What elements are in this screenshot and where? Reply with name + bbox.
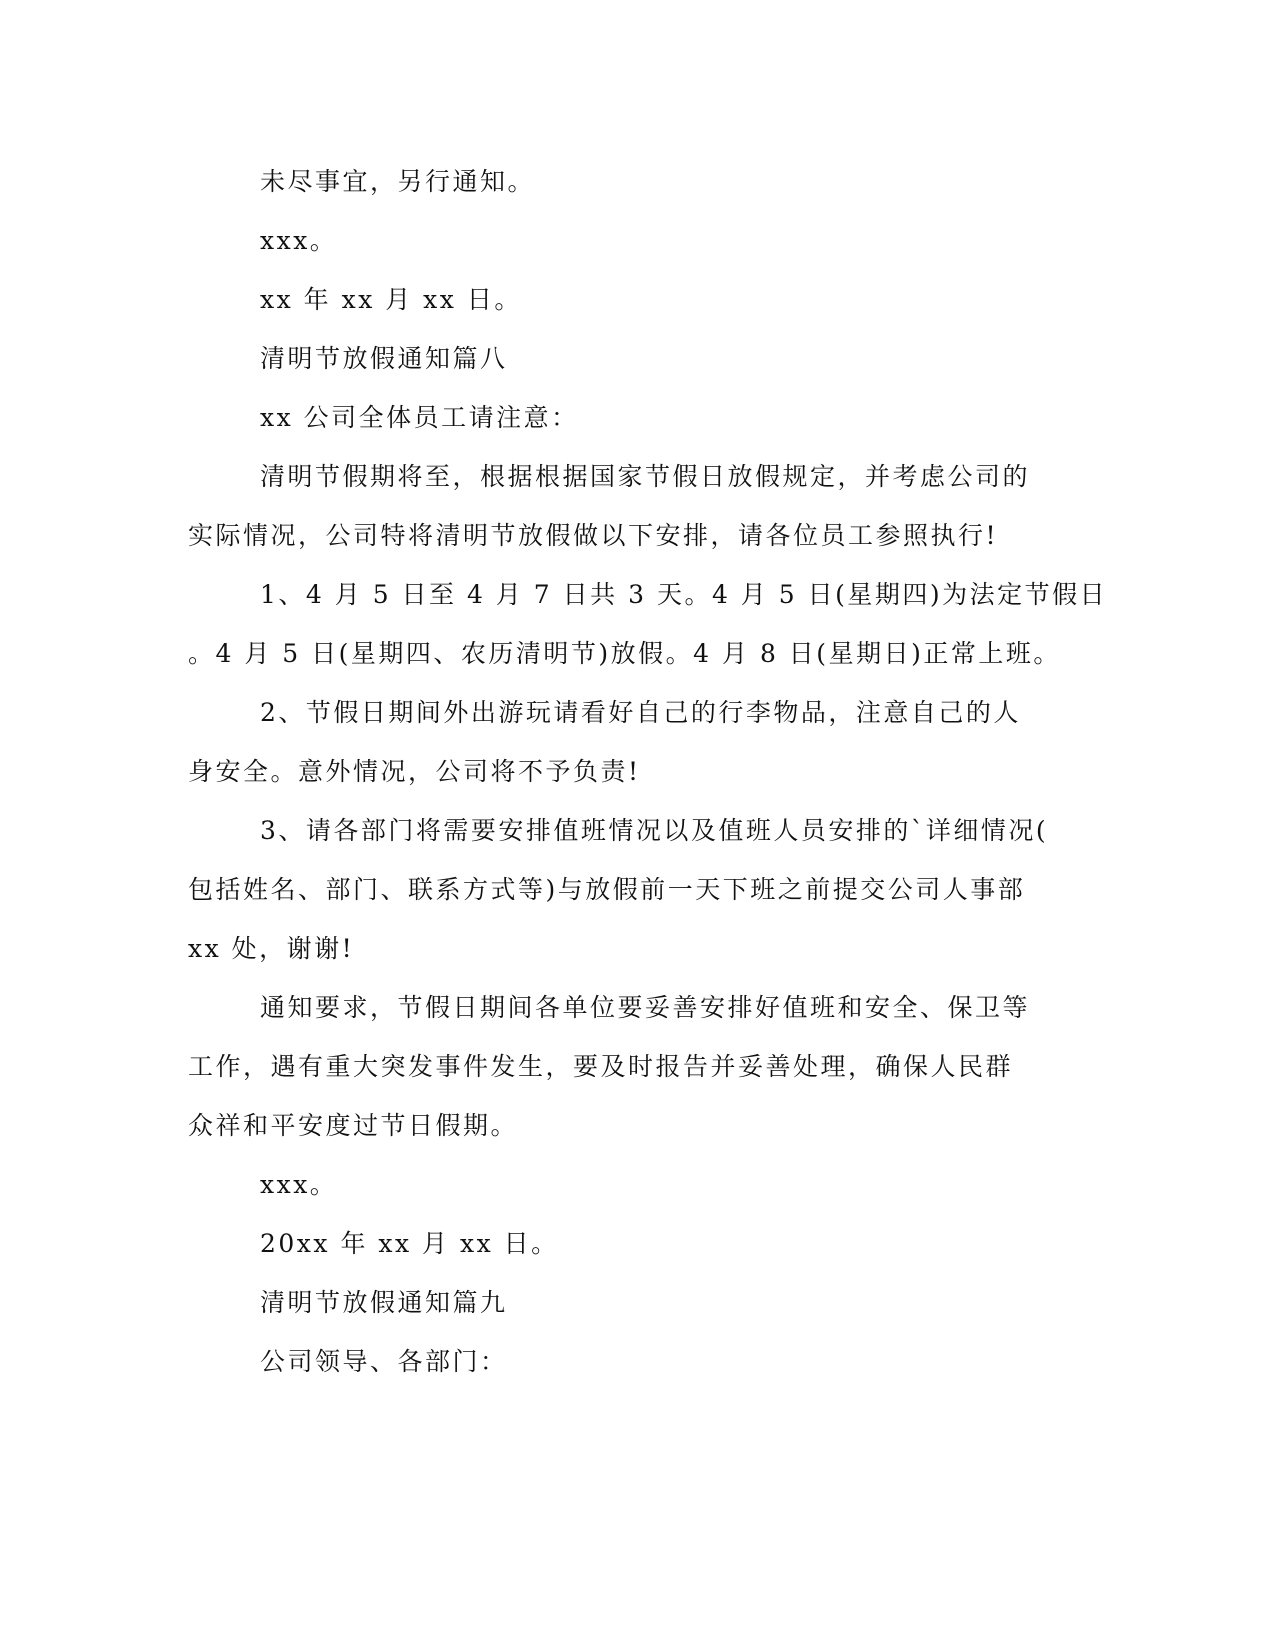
date-line: 20xx 年 xx 月 xx 日。 [260,1229,559,1258]
paragraph-line: 众祥和平安度过节日假期。 [188,1111,519,1140]
section-title: 清明节放假通知篇八 [260,344,508,373]
list-item-line: 身安全。意外情况，公司将不予负责! [188,757,641,786]
section-title: 清明节放假通知篇九 [260,1288,508,1317]
list-item-line: 3、请各部门将需要安排值班情况以及值班人员安排的`详细情况( [260,816,1049,845]
signature: xxx。 [260,226,338,255]
signature: xxx。 [260,1170,338,1199]
paragraph-line: 实际情况，公司特将清明节放假做以下安排，请各位员工参照执行! [188,521,999,550]
paragraph-line: 清明节假期将至，根据根据国家节假日放假规定，并考虑公司的 [260,462,1031,491]
list-item-line: xx 处，谢谢! [188,934,355,963]
list-item-line: 2、节假日期间外出游玩请看好自己的行李物品，注意自己的人 [260,698,1021,727]
salutation: xx 公司全体员工请注意： [260,403,579,432]
list-item-line: 包括姓名、部门、联系方式等)与放假前一天下班之前提交公司人事部 [188,875,1026,904]
date-line: xx 年 xx 月 xx 日。 [260,285,522,314]
closing-line: 未尽事宜，另行通知。 [260,167,536,196]
paragraph-line: 工作，遇有重大突发事件发生，要及时报告并妥善处理，确保人民群 [188,1052,1014,1081]
list-item-line: 。4 月 5 日(星期四、农历清明节)放假。4 月 8 日(星期日)正常上班。 [188,639,1061,668]
paragraph-line: 通知要求，节假日期间各单位要妥善安排好值班和安全、保卫等 [260,993,1031,1022]
salutation: 公司领导、各部门： [260,1347,508,1376]
list-item-line: 1、4 月 5 日至 4 月 7 日共 3 天。4 月 5 日(星期四)为法定节假日 [260,580,1108,609]
